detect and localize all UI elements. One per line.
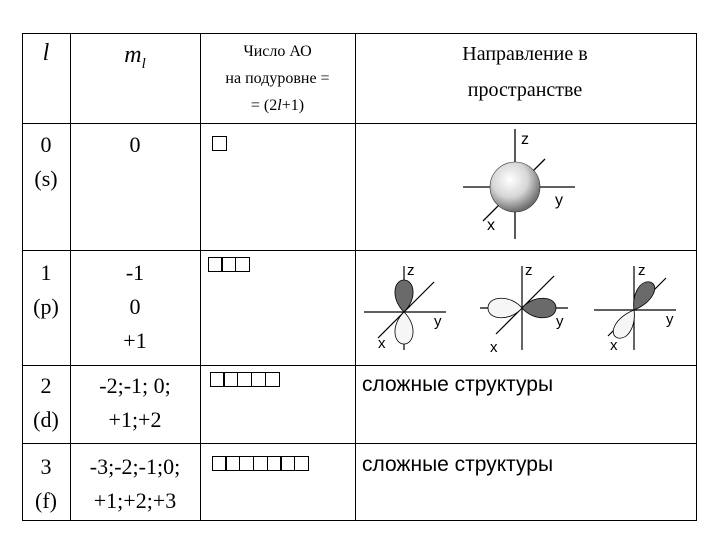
pz-orbital-diagram	[360, 258, 470, 358]
row-f-ml	[70, 450, 200, 518]
row-p-ml-0: -1	[125, 260, 145, 285]
row-d-l	[22, 369, 70, 437]
y-axis-label: y	[666, 311, 674, 328]
row-d-l-value: 2	[40, 373, 52, 398]
header-ao-line2: на подуровне =	[225, 70, 330, 87]
row-f-l-value: 3	[40, 454, 52, 479]
row-d-label: (d)	[33, 407, 59, 432]
row-s-label: (s)	[34, 166, 58, 191]
header-ml-sub: l	[141, 55, 146, 72]
header-ao-line3-b: +1)	[281, 97, 305, 114]
s-orbital-diagram	[455, 127, 605, 242]
row-f-l	[22, 450, 70, 518]
row-p-label: (p)	[33, 294, 59, 319]
row-f-ml-0: -3;-2;-1;0;	[89, 454, 181, 479]
row-p-l	[22, 256, 70, 324]
row-f-orbital-cells	[213, 456, 309, 471]
row-divider-d-f	[22, 443, 697, 444]
row-p-l-value: 1	[40, 260, 52, 285]
orbital-cell	[294, 456, 309, 471]
header-ml-base: m	[124, 42, 142, 68]
y-axis-label: y	[556, 313, 564, 330]
z-axis-label: z	[521, 131, 529, 148]
row-d-orbital-cells	[211, 372, 280, 387]
row-divider-p-d	[22, 365, 697, 366]
x-axis-label: x	[490, 339, 498, 356]
header-direction-line2: пространстве	[467, 79, 583, 101]
header-direction	[355, 36, 695, 108]
row-f-label: (f)	[35, 488, 57, 513]
row-d-ml-1: +1;+2	[108, 407, 162, 432]
px-upper-lobe	[634, 282, 655, 310]
px-orbital-diagram	[590, 258, 700, 358]
px-lower-lobe	[613, 310, 634, 338]
header-divider	[22, 123, 697, 124]
z-axis-label: z	[407, 262, 415, 279]
header-ml	[70, 38, 200, 81]
row-p-orbital-cells	[209, 257, 250, 272]
row-f-ml-1: +1;+2;+3	[93, 488, 177, 513]
row-p-ml-2: +1	[123, 328, 147, 353]
row-s-ml	[70, 128, 200, 162]
row-p-ml	[70, 256, 200, 358]
y-axis-label: y	[434, 313, 442, 330]
row-s-orbital-cells	[213, 136, 227, 151]
row-s-ml-0: 0	[129, 132, 141, 157]
orbital-cell	[212, 136, 227, 151]
row-d-ml	[70, 369, 200, 437]
header-ao-count	[200, 38, 355, 119]
pz-upper-lobe	[395, 280, 413, 312]
row-p-ml-1: 0	[129, 294, 141, 319]
z-axis-label: z	[525, 262, 533, 279]
py-orbital-diagram	[476, 258, 586, 358]
orbital-cell	[235, 257, 250, 272]
s-sphere	[490, 162, 540, 212]
x-axis-label: x	[610, 337, 618, 354]
header-direction-line1: Направление в	[462, 43, 588, 65]
header-ao-line3-l: l	[277, 97, 282, 114]
header-ao-line3-a: = (2	[250, 97, 278, 114]
row-s-l-value: 0	[40, 132, 52, 157]
pz-lower-lobe	[395, 312, 413, 344]
row-f-direction: сложные структуры	[362, 453, 554, 476]
header-ao-line3	[200, 92, 355, 119]
py-left-lobe	[488, 298, 522, 318]
y-axis-label: y	[555, 192, 563, 209]
header-ao-line1: Число АО	[243, 43, 312, 60]
x-axis-label: x	[378, 335, 386, 352]
x-axis-label: x	[487, 217, 495, 234]
py-right-lobe	[522, 298, 556, 318]
orbital-cell	[265, 372, 280, 387]
row-d-direction: сложные структуры	[362, 373, 554, 396]
row-d-ml-0: -2;-1; 0;	[99, 373, 171, 398]
row-divider-s-p	[22, 250, 697, 251]
z-axis-label: z	[638, 262, 646, 279]
row-s-l	[22, 128, 70, 196]
header-l: l	[42, 40, 50, 66]
